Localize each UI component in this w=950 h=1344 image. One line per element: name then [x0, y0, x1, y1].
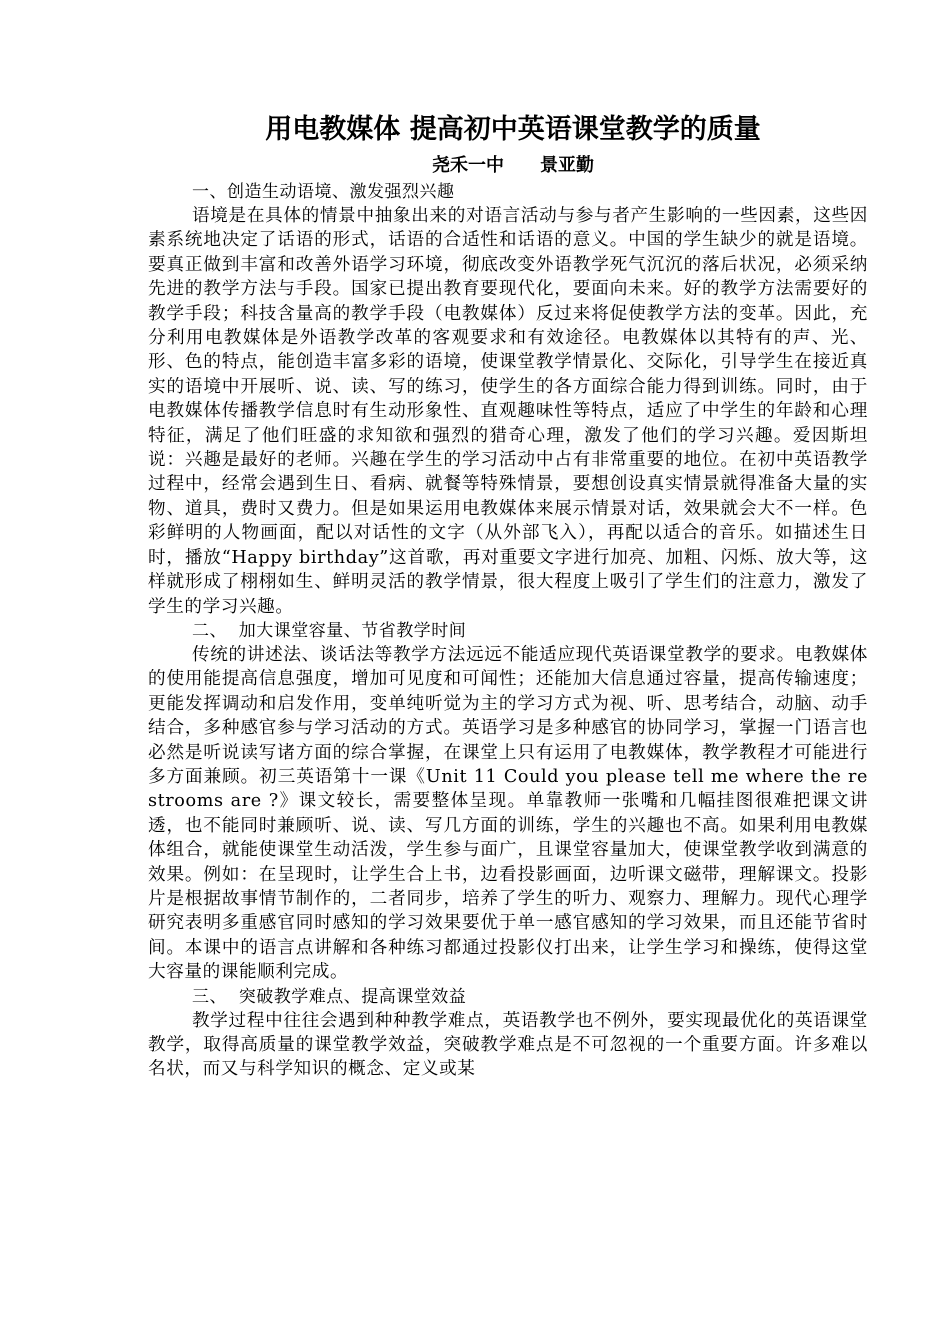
- author-school: 尧禾一中: [432, 155, 504, 176]
- section-heading-3: 三、 突破教学难点、提高课堂效益: [192, 986, 467, 1007]
- section-heading-1: 一、创造生动语境、激发强烈兴趣: [192, 182, 455, 202]
- document-title: 用电教媒体 提高初中英语课堂教学的质量: [265, 114, 761, 145]
- document-page: [148, 108, 868, 1082]
- section-paragraph-3: 教学过程中往往会遇到种种教学难点，英语教学也不例外，要实现最优化的英语课堂教学，取得高质量的课堂教学效益，突破教学难点是不可忽视的一个重要方面。许多难以名状，而又与科学知识的概念、定义或某: [148, 1010, 868, 1080]
- section-heading-2: 二、 加大课堂容量、节省教学时间: [192, 620, 467, 641]
- author-line: [148, 152, 868, 180]
- author-name: 景亚勤: [540, 155, 594, 176]
- section-paragraph-1: 语境是在具体的情景中抽象出来的对语言活动与参与者产生影响的一些因素，这些因素系统地决定了话语的形式，话语的合适性和话语的意义。中国的学生缺少的就是语境。要真正做到丰富和改善外语学习环境，彻底改变外语教学死气沉沉的落后状况，必须采纳先进的教学方法与手段。国家已提出教育要现代化，要面向未来。好的教学方法需要好的教学手段；科技含量高的教学手段（电教媒体）反过来将促使教学方法的变革。因此，充分利用电教媒体是外语教学改革的客观要求和有效途径。电教媒体以其特有的声、光、形、色的特点，能创造丰富多彩的语境，使课堂教学情景化、交际化，引导学生在接近真实的语境中开展听、说、读、写的练习，使学生的各方面综合能力得到训练。同时，由于电教媒体传播教学信息时有生动形象性、直观趣味性等特点，适应了中学生的年龄和心理特征，满足了他们旺盛的求知欲和强烈的猎奇心理，激发了他们的学习兴趣。爱因斯坦说：兴趣是最好的老师。兴趣在学生的学习活动中占有非常重要的地位。在初中英语教学过程中，经常会遇到生日、看病、就餐等特殊情景，要想创设真实情景就得准备大量的实物、道具，费时又费力。但是如果运用电教媒体来展示情景对话，效果就会大不一样。色彩鲜明的人物画面，配以对话性的文字（从外部飞入），再配以适合的音乐。如描述生日时，播放“Happy birthday”这首歌，再对重要文字进行加亮、加粗、闪烁、放大等，这样就形成了栩栩如生、鲜明灵活的教学情景，很大程度上吸引了学生们的注意力，激发了学生的学习兴趣。: [148, 206, 868, 617]
- section-paragraph-2: 传统的讲述法、谈话法等教学方法远远不能适应现代英语课堂教学的要求。电教媒体的使用能提高信息强度，增加可见度和可闻性；还能加大信息通过容量，提高传输速度；更能发挥调动和启发作用，变单纯听觉为主的学习方式为视、听、思考结合，动脑、动手结合，多种感官参与学习活动的方式。英语学习是多种感官的协同学习，掌握一门语言也必然是听说读写诸方面的综合掌握，在课堂上只有运用了电教媒体，教学教程才可能进行多方面兼顾。初三英语第十一课《Unit 11 Could you please tell me where the restrooms are ?》课文较长，需要整体呈现。单靠教师一张嘴和几幅挂图很难把课文讲透，也不能同时兼顾听、说、读、写几方面的训练，学生的兴趣也不高。如果利用电教媒体组合，就能使课堂生动活泼，学生参与面广，且课堂容量加大，使课堂教学收到满意的效果。例如：在呈现时，让学生合上书，边看投影画面，边听课文磁带，理解课文。投影片是根据故事情节制作的，二者同步，培养了学生的听力、观察力、理解力。现代心理学研究表明多重感官同时感知的学习效果要优于单一感官感知的学习效果，而且还能节省时间。本课中的语言点讲解和各种练习都通过投影仪打出来，让学生学习和操练，使得这堂大容量的课能顺利完成。: [148, 644, 868, 983]
